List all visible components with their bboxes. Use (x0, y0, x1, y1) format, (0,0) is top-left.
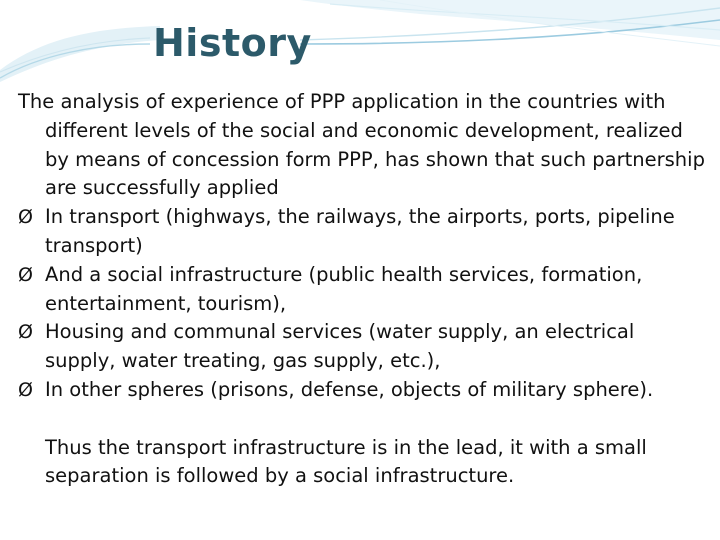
list-item (18, 376, 708, 405)
arrowhead-bullet-icon: Ø (18, 378, 33, 401)
arrowhead-bullet-icon: Ø (18, 206, 33, 229)
arrowhead-bullet-icon: Ø (18, 321, 33, 344)
slide-title: History (153, 21, 312, 65)
bullet-text: Housing and communal services (water supply, an electrical supply, water treating, gas supply, etc.), (45, 320, 635, 373)
slide-body (18, 88, 708, 491)
list-item (18, 318, 708, 376)
bullet-text: In transport (highways, the railways, the airports, ports, pipeline transport) (45, 205, 675, 257)
arrowhead-bullet-icon: Ø (18, 263, 33, 286)
intro-paragraph: The analysis of experience of PPP application in the countries with different levels of the social and economic development, realized by means of concession form PPP, has shown that such partnership are successfully applied (18, 90, 705, 200)
list-item (18, 203, 708, 261)
bullet-list (18, 203, 708, 405)
list-item (18, 261, 708, 319)
bullet-text: In other spheres (prisons, defense, objects of military sphere). (45, 377, 654, 401)
conclusion-paragraph: Thus the transport infrastructure is in the lead, it with a small separation is followed by a social infrastructure. (45, 435, 647, 488)
bullet-text: And a social infrastructure (public health services, formation, entertainment, tourism), (45, 262, 643, 315)
header-swoosh-decoration (0, 0, 720, 90)
swoosh-fill-left (0, 26, 160, 82)
